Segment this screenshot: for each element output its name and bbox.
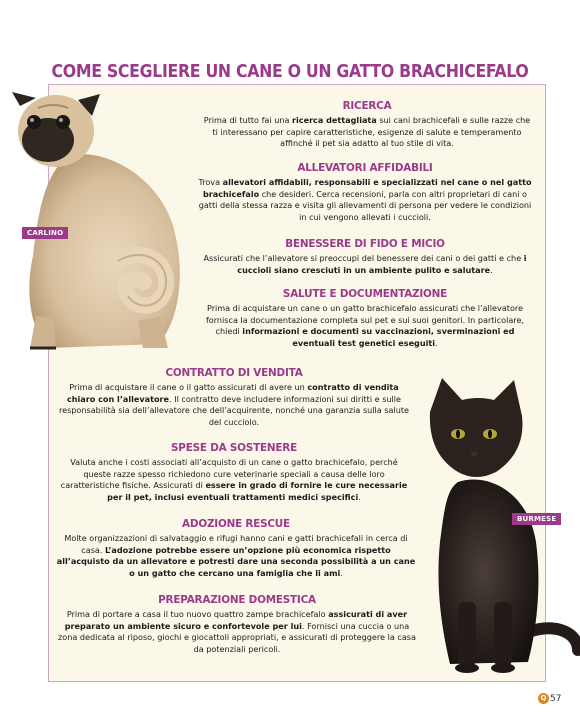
text-run: Molte organizzazioni di salvataggio e rifugi hanno cani e gatti brachicefali in cerca di casa. [64, 533, 408, 555]
text-run: Assicurati che l’allevatore si preoccupi del benessere dei cani o dei gatti e che [203, 253, 524, 263]
section-text [196, 177, 534, 223]
text-run: Trova [198, 177, 223, 187]
section-text [56, 533, 416, 579]
page-title: COME SCEGLIERE UN CANE O UN GATTO BRACHICEFALO [51, 62, 529, 82]
section-text [198, 303, 532, 349]
pug-photo [8, 86, 190, 354]
section-adozione-rescue [56, 518, 416, 579]
page-footer [538, 693, 561, 704]
section-heading: BENESSERE DI FIDO E MICIO [285, 238, 445, 250]
section-text [56, 457, 412, 503]
page-number: 57 [550, 694, 562, 704]
bold-text: allevatori affidabili, responsabili e specializzati nel cane o nel gatto brachicefalo [202, 177, 532, 199]
bold-text: i cuccioli siano cresciuti in un ambiente pulito e salutare [237, 253, 527, 275]
section-text [200, 253, 530, 276]
section-ricerca [200, 100, 534, 150]
section-spese [56, 442, 412, 503]
text-run: che desideri. Cerca recensioni, parla con altri proprietari di cani o gatti della stessa razza e visita gli allevamenti di persona per vedere le condizioni in cui vengono allevati i cuccioli. [198, 188, 532, 222]
text-run: sui cani brachicefali e sulle razze che ti interessano per capire caratteristiche, esigenze di salute e temperamento affinché il pet sia adatto al tuo stile di vita. [212, 115, 531, 149]
section-text [56, 609, 418, 655]
section-heading: SALUTE E DOCUMENTAZIONE [282, 288, 448, 300]
section-heading: PREPARAZIONE DOMESTICA [158, 594, 316, 606]
text-run: Prima di portare a casa il tuo nuovo quattro zampe brachicefalo [66, 609, 329, 619]
text-run: . [358, 491, 361, 502]
bold-text: L’adozione potrebbe essere un’opzione più economica rispetto all’acquisto da un allevatore e potresti dare una seconda possibilità a un cane o un gatto che cercano una famiglia che li ami [56, 544, 416, 578]
section-heading: CONTRATTO DI VENDITA [165, 367, 303, 379]
bold-text: informazioni e documenti su vaccinazioni, sverminazioni ed eventuali test genetici eseguiti [242, 326, 515, 348]
bold-text: assicurati di aver preparato un ambiente sicuro e confortevole per lui [64, 609, 408, 631]
text-run: Prima di acquistare il cane o il gatto assicurati di avere un [69, 382, 308, 392]
section-preparazione-domestica [56, 594, 418, 655]
section-contratto-vendita [58, 367, 410, 428]
text-run: Prima di acquistare un cane o un gatto brachicefalo assicurati che l’allevatore fornisca la documentazione completa sul pet e sui suoi genitori. In particolare, chiedi [205, 303, 525, 337]
section-text [200, 115, 534, 150]
section-salute-documentazione [198, 288, 532, 349]
text-run: . [340, 567, 343, 578]
section-benessere [200, 238, 530, 276]
text-run: Prima di tutto fai una [203, 115, 293, 125]
bold-text: ricerca dettagliata [292, 115, 377, 125]
breed-label-carlino: CARLINO [22, 227, 68, 239]
section-allevatori-affidabili [196, 162, 534, 223]
text-run: . Fornisci una cuccia o una zona dedicata al riposo, giochi e giocattoli appropriati, e assicurati di proteggere la casa da potenziali pericoli. [58, 620, 416, 654]
text-run: . Il contratto deve includere informazioni sui diritti e sulle responsabilità sia dell’allevatore che dell’acquirente, nonché una garanzia sulla salute del cucciolo. [58, 393, 410, 427]
section-heading: SPESE DA SOSTENERE [171, 442, 297, 454]
section-heading: ADOZIONE RESCUE [182, 518, 290, 530]
magazine-logo-icon: Q [538, 693, 549, 704]
text-run: Valuta anche i costi associati all’acquisto di un cane o gatto brachicefalo, perché queste razze spesso richiedono cure veterinarie speciali a causa delle loro caratteristiche fisiche. Assicurati di [60, 457, 398, 491]
section-heading: RICERCA [342, 100, 392, 112]
section-heading: ALLEVATORI AFFIDABILI [297, 162, 433, 174]
bold-text: contratto di vendita chiaro con l’allevatore [66, 382, 399, 404]
bold-text: essere in grado di fornire le cure necessarie per il pet, inclusi eventuali trattamenti medici specifici [107, 480, 408, 502]
text-run: . [490, 264, 493, 275]
text-run: . [435, 337, 438, 348]
breed-label-burmese: BURMESE [512, 513, 561, 525]
section-text [58, 382, 410, 428]
